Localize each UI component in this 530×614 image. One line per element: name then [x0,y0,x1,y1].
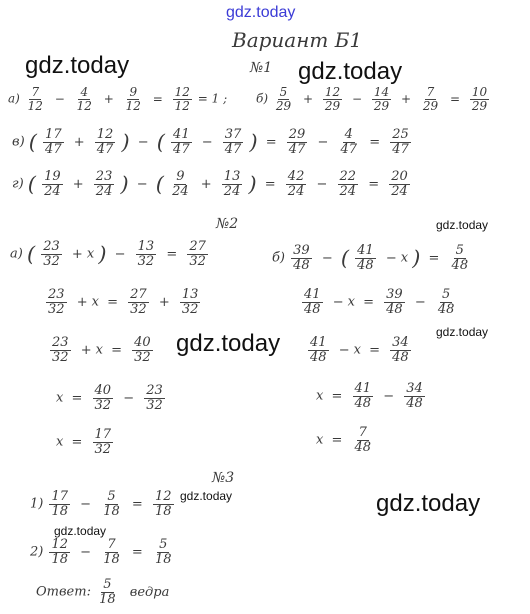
variable-x: x [95,342,103,358]
variable-x: x [56,434,64,450]
task1a-label: а) [8,91,20,106]
fraction: $\frac{12}{29}$ [324,85,341,113]
fraction: $\frac{41}{48}$ [354,381,372,411]
fraction: $\frac{40}{32}$ [94,383,112,413]
fraction: $\frac{5}{48}$ [451,243,469,273]
fraction: $\frac{12}{18}$ [51,537,69,567]
fraction: $\frac{34}{48}$ [406,381,423,411]
watermark-small: gdz.today [436,325,489,339]
task2a-label: а) [10,246,23,262]
task1b-row: б) $\frac{5}{29}$ + $\frac{12}{29}$ − $\frac{14}{29}$ + $\frac{7}{29}$ = $\frac{10}{29}$ [256,85,488,113]
task1v-label: в) [12,134,25,150]
task3-line1: 1) $\frac{17}{18}$ − $\frac{5}{18}$ = $\frac{12}{18}$ [30,489,172,519]
fraction: $\frac{22}{24}$ [339,169,357,199]
fraction: $\frac{5}{29}$ [275,85,292,113]
variable-x: x [400,250,409,266]
fraction: $\frac{5}{18}$ [99,577,116,607]
fraction: $\frac{5}{48}$ [437,287,455,317]
variable-x: x [347,294,355,310]
watermark-small: gdz.today [54,524,107,538]
task2b-line3: $\frac{41}{48}$ − x = $\frac{34}{48}$ [310,335,409,365]
fraction: $\frac{20}{24}$ [391,169,408,199]
watermark-top: gdz.today [226,4,296,21]
fraction: $\frac{17}{18}$ [51,489,69,519]
task1g-label: г) [12,176,24,192]
task2a-line3: $\frac{23}{32}$ + x = $\frac{40}{32}$ [52,335,151,365]
task3-title: №3 [212,470,235,486]
task1b-label: б) [256,91,269,106]
task2a-line2: $\frac{23}{32}$ + x = $\frac{27}{32}$ + $\frac{13}{32}$ [48,287,199,317]
watermark-big: gdz.today [376,490,481,517]
fraction: $\frac{23}{32}$ [48,287,65,317]
task1g-row: г) ( $\frac{19}{24}$ + $\frac{23}{24}$ ) − ( $\frac{9}{24}$ + $\frac{13}{24}$ ) = $\frac{42}{24}$ − $\frac{22}{24}$ = $\frac{20}{24}$ [12,169,408,199]
task3-label-1: 1) [30,496,44,512]
fraction: $\frac{41}{48}$ [357,243,374,273]
fraction: $\frac{17}{47}$ [45,127,62,157]
variable-x: x [56,390,64,406]
fraction: $\frac{7}{18}$ [103,537,120,567]
variable-x: x [353,342,361,358]
fraction: $\frac{7}{48}$ [354,425,372,455]
task3-label-2: 2) [30,544,44,560]
fraction: $\frac{4}{12}$ [76,85,92,113]
fraction: $\frac{19}{24}$ [44,169,61,199]
task2a-line4: x = $\frac{40}{32}$ − $\frac{23}{32}$ [56,383,163,413]
fraction: $\frac{17}{32}$ [94,427,112,457]
task2a-line5: x = $\frac{17}{32}$ [56,427,112,457]
task3-answer [36,578,169,606]
fraction: $\frac{23}{24}$ [95,169,113,199]
fraction: $\frac{41}{47}$ [173,127,190,157]
fraction: $\frac{23}{32}$ [52,335,69,365]
variable-x: x [86,246,95,262]
answer-label: Ответ: [36,584,91,600]
fraction: $\frac{37}{47}$ [224,127,242,157]
answer-word: ведра [129,584,170,600]
fraction: $\frac{42}{24}$ [287,169,305,199]
variable-x: x [91,294,99,310]
watermark-big: gdz.today [176,330,281,357]
variable-x: x [316,388,324,404]
watermark-big: gdz.today [25,52,130,79]
fraction: $\frac{27}{32}$ [189,239,206,269]
fraction: $\frac{7}{12}$ [27,85,43,113]
task1-title: №1 [250,60,273,76]
task2b-line4: x = $\frac{41}{48}$ − $\frac{34}{48}$ [316,381,423,411]
fraction: $\frac{34}{48}$ [392,335,409,365]
watermark-big: gdz.today [298,58,403,85]
fraction: $\frac{14}{29}$ [373,85,390,113]
fraction: $\frac{12}{12}$ [174,85,190,113]
fraction: $\frac{5}{18}$ [154,537,172,567]
variable-x: x [316,432,324,448]
fraction: $\frac{40}{32}$ [134,335,151,365]
fraction: $\frac{13}{32}$ [137,239,155,269]
variant-title: Вариант Б1 [232,28,363,52]
watermark-small: gdz.today [436,218,489,232]
task2b-line1: б) $\frac{39}{48}$ − ( $\frac{41}{48}$ − x ) = $\frac{5}{48}$ [272,243,469,273]
task3-line2: 2) $\frac{12}{18}$ − $\frac{7}{18}$ = $\frac{5}{18}$ [30,537,172,567]
task1a-result: = 1 ; [197,91,228,106]
fraction: $\frac{9}{12}$ [125,85,141,113]
fraction: $\frac{10}{29}$ [471,85,488,113]
watermark-small: gdz.today [180,489,233,503]
task2b-line5: x = $\frac{7}{48}$ [316,425,372,455]
fraction: $\frac{29}{47}$ [288,127,306,157]
fraction: $\frac{41}{48}$ [304,287,321,317]
fraction: $\frac{12}{18}$ [154,489,172,519]
fraction: $\frac{13}{32}$ [181,287,199,317]
fraction: $\frac{39}{48}$ [293,243,310,273]
fraction: $\frac{12}{47}$ [96,127,114,157]
fraction: $\frac{5}{18}$ [103,489,120,519]
fraction: $\frac{23}{32}$ [146,383,163,413]
fraction: $\frac{25}{47}$ [392,127,409,157]
fraction: $\frac{23}{32}$ [43,239,60,269]
task2b-line2: $\frac{41}{48}$ − x = $\frac{39}{48}$ − $\frac{5}{48}$ [304,287,455,317]
task2b-label: б) [272,250,286,266]
task1a-row: а) $\frac{7}{12}$ − $\frac{4}{12}$ + $\frac{9}{12}$ = $\frac{12}{12}$ = 1 ; [8,85,228,113]
fraction: $\frac{4}{47}$ [340,127,358,157]
fraction: $\frac{41}{48}$ [310,335,327,365]
task2a-line1: а) ( $\frac{23}{32}$ + x ) − $\frac{13}{32}$ = $\frac{27}{32}$ [10,239,206,269]
fraction: $\frac{9}{24}$ [172,169,189,199]
task1v-row: в) ( $\frac{17}{47}$ + $\frac{12}{47}$ ) − ( $\frac{41}{47}$ − $\frac{37}{47}$ ) = $\frac{29}{47}$ − $\frac{4}{47}$ = $\frac{25}{47}$ [12,127,409,157]
fraction: $\frac{39}{48}$ [386,287,403,317]
fraction: $\frac{27}{32}$ [130,287,147,317]
task2-title: №2 [216,216,239,232]
fraction: $\frac{7}{29}$ [422,85,439,113]
fraction: $\frac{13}{24}$ [223,169,241,199]
